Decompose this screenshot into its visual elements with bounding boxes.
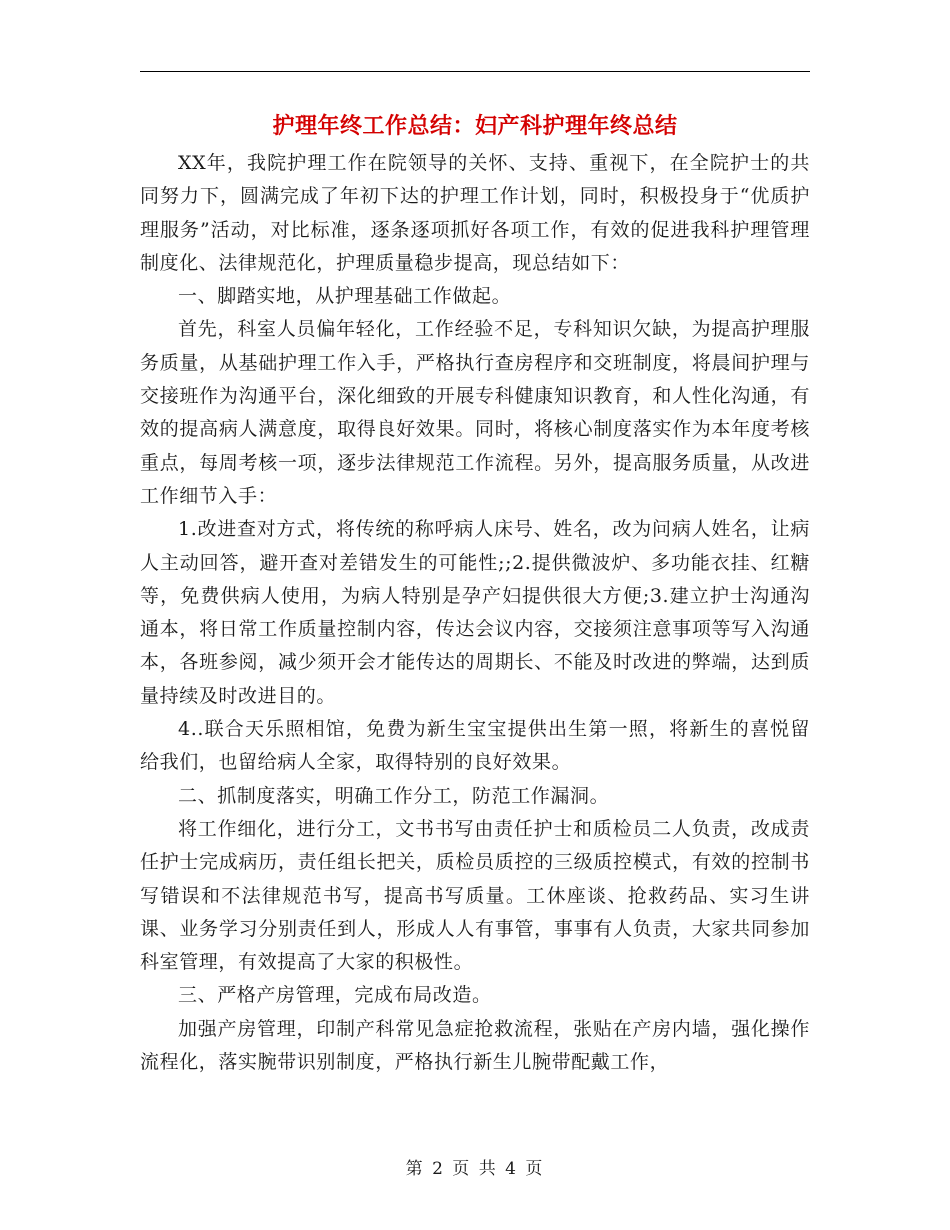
paragraph-section-3: 加强产房管理，印制产科常见急症抢救流程，张贴在产房内墙，强化操作流程化，落实腕带识别制度，严格执行新生儿腕带配戴工作，	[140, 1017, 810, 1074]
paragraph-section-2: 将工作细化，进行分工，文书书写由责任护士和质检员二人负责，改成责任护士完成病历，责任组长把关，质检员质控的三级质控模式，有效的控制书写错误和不法律规范书写，提高书写质量。工休座谈、抢救药品、实习生讲课、业务学习分别责任到人，形成人人有事管，事事有人负责，大家共同参加科室管理，有效提高了大家的积极性。	[140, 817, 810, 974]
header-rule	[140, 71, 810, 72]
paragraph-section-1: 首先，科室人员偏年轻化，工作经验不足，专科知识欠缺，为提高护理服务质量，从基础护理工作入手，严格执行查房程序和交班制度，将晨间护理与交接班作为沟通平台，深化细致的开展专科健康知识教育，和人性化沟通，有效的提高病人满意度，取得良好效果。同时，将核心制度落实作为本年度考核重点，每周考核一项，逐步法律规范工作流程。另外，提高服务质量，从改进工作细节入手：	[140, 318, 810, 507]
paragraph-intro: XX年，我院护理工作在院领导的关怀、支持、重视下，在全院护士的共同努力下，圆满完成了年初下达的护理工作计划，同时，积极投身于“优质护理服务”活动，对比标准，逐条逐项抓好各项工作，有效的促进我科护理管理制度化、法律规范化，护理质量稳步提高，现总结如下：	[140, 152, 810, 274]
page-number-footer: 第 2 页 共 4 页	[405, 1159, 545, 1179]
paragraph-list-items: 1.改进查对方式，将传统的称呼病人床号、姓名，改为问病人姓名，让病人主动回答，避开查对差错发生的可能性;;2.提供微波炉、多功能衣挂、红糖等，免费供病人使用，为病人特别是孕产妇提供很大方便;3.建立护士沟通沟通本，将日常工作质量控制内容，传达会议内容，交接须注意事项等写入沟通本，各班参阅，减少须开会才能传达的周期长、不能及时改进的弊端，达到质量持续及时改进目的。	[140, 518, 810, 707]
section-heading-2: 二、抓制度落实，明确工作分工，防范工作漏洞。	[178, 784, 610, 807]
paragraph-item-4: 4..联合天乐照相馆，免费为新生宝宝提供出生第一照，将新生的喜悦留给我们，也留给病人全家，取得特别的良好效果。	[140, 718, 810, 774]
section-heading-1: 一、脚踏实地，从护理基础工作做起。	[178, 285, 512, 308]
document-body	[140, 147, 810, 1079]
section-heading-3: 三、严格产房管理，完成布局改造。	[178, 984, 492, 1007]
document-title: 护理年终工作总结：妇产科护理年终总结	[272, 113, 678, 139]
